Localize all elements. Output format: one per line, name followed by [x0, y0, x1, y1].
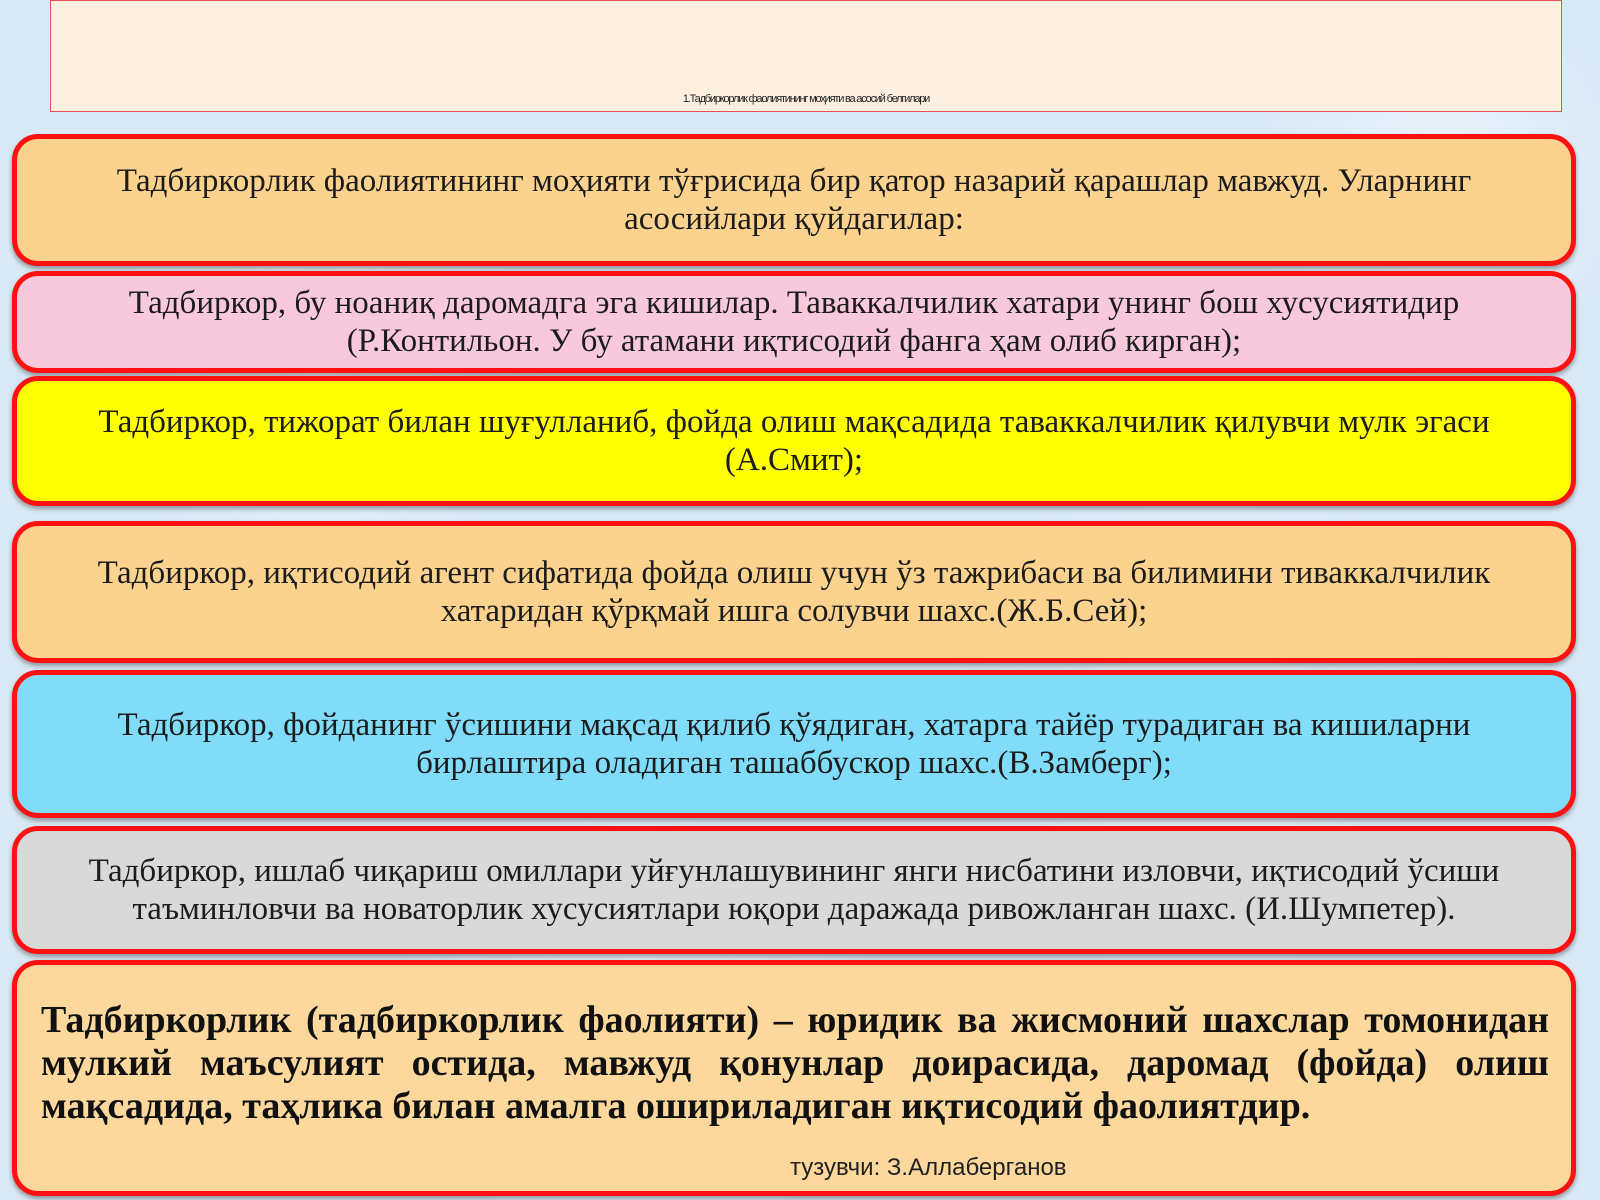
definition-text: Тадбиркор, тижорат билан шуғулланиб, фойда олиш мақсадида таваккалчилик қилувчи мулк эгаси (А.Смит); — [98, 404, 1490, 478]
definition-card-smith — [12, 376, 1576, 506]
definition-card-zamberg — [12, 670, 1576, 818]
main-definition-text: Тадбиркорлик (тадбиркорлик фаолияти) – юридик ва жисмоний шахслар томонидан мулкий маъсулият остида, мавжуд қонунлар доирасида, даромад (фойда) олиш мақсадида, таҳлика билан амалга ошириладиган иқтисодий фаолиятдир. — [41, 999, 1549, 1127]
definition-text: Тадбиркор, ишлаб чиқариш омиллари уйғунлашувининг янги нисбатини изловчи, иқтисодий ўсиши таъминловчи ва новаторлик хусусиятлари юқори даражада ривожланган шахс. (И.Шумпетер). — [88, 853, 1500, 927]
definition-card-say — [12, 521, 1576, 663]
definition-card-schumpeter — [12, 826, 1576, 954]
title-box — [50, 0, 1562, 112]
definition-card-kontilon — [12, 271, 1576, 373]
definition-text: Тадбиркор, фойданинг ўсишини мақсад қилиб қўядиган, хатарга тайёр турадиган ва кишиларни бирлаштира оладиган ташаббускор шахс.(В.Замберг); — [117, 707, 1471, 781]
definition-text: Тадбиркор, иқтисодий агент сифатида фойда олиш учун ўз тажрибаси ва билимини тиваккалчилик хатаридан қўрқмай ишга солувчи шахс.(Ж.Б.Сей); — [97, 555, 1491, 629]
intro-card — [12, 134, 1576, 266]
intro-text: Тадбиркорлик фаолиятининг моҳияти тўғрисида бир қатор назарий қарашлар мавжуд. Уларнинг асосийлари қуйдагилар: — [116, 163, 1472, 237]
author-credit: тузувчи: З.Аллаберганов — [790, 1154, 1067, 1181]
slide-title: 1.Тадбиркорлик фаолиятининг моҳияти ва асосий белгилари — [682, 93, 930, 105]
definition-text: Тадбиркор, бу ноаниқ даромадга эга кишилар. Таваккалчилик хатари унинг бош хусусиятидир (Р.Контильон. У бу атамани иқтисодий фанга ҳам олиб кирган); — [128, 285, 1460, 359]
